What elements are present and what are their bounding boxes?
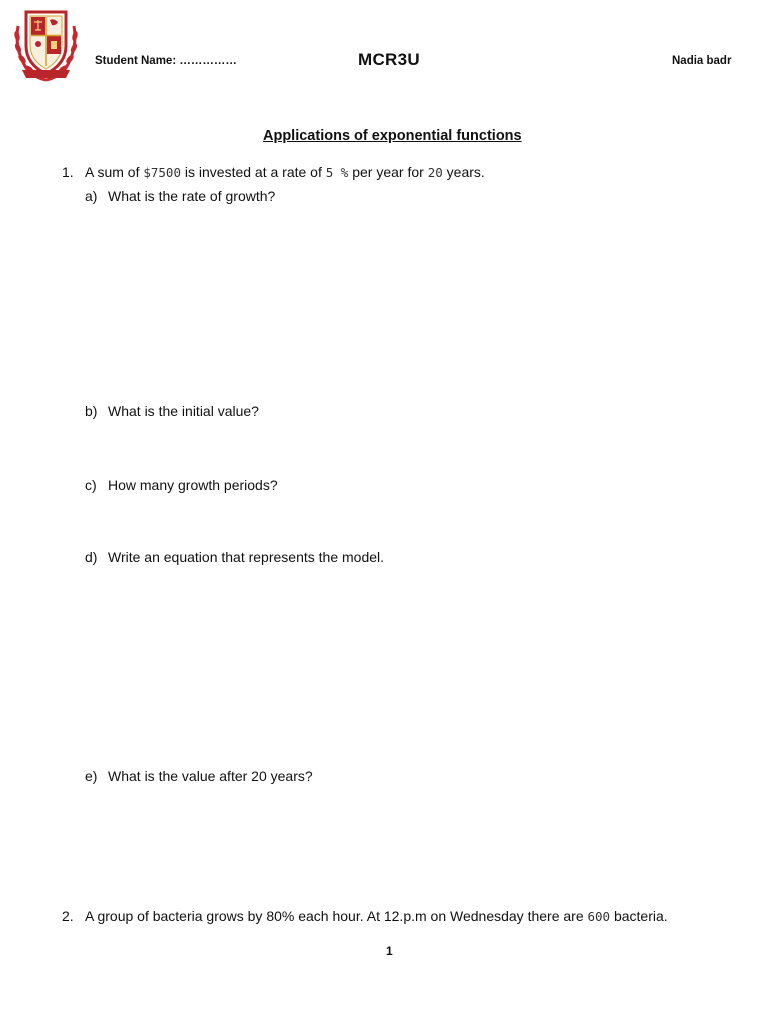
q2-text-start: A group of bacteria grows by 80% each hour. At 12.p.m on Wednesday there are	[85, 908, 584, 924]
teacher-name: Nadia badr	[672, 55, 732, 67]
question-2-text	[85, 908, 668, 924]
student-name-label: Student Name: ……………	[95, 55, 237, 67]
q2-count: 600	[587, 909, 611, 924]
q1-text-rate: is invested at a rate of	[184, 164, 322, 180]
question-1-number: 1.	[62, 164, 74, 180]
q1-text-end: years.	[446, 164, 485, 180]
question-1e-letter: e)	[85, 768, 98, 784]
question-1-text	[85, 164, 485, 180]
q1-rate: 5 %	[325, 165, 349, 180]
q1-years: 20	[427, 165, 443, 180]
question-1c-letter: c)	[85, 477, 97, 493]
q1-amount: $7500	[143, 165, 181, 180]
page-number: 1	[386, 944, 393, 958]
question-1b-text: What is the initial value?	[108, 403, 259, 419]
question-1b-letter: b)	[85, 403, 98, 419]
question-1a-letter: a)	[85, 188, 98, 204]
q1-text-years: per year for	[352, 164, 424, 180]
question-2-number: 2.	[62, 908, 74, 924]
q1-text-start: A sum of	[85, 164, 140, 180]
question-1c-text: How many growth periods?	[108, 477, 278, 493]
question-1d-letter: d)	[85, 549, 98, 565]
school-crest-logo	[12, 8, 80, 84]
worksheet-heading: Applications of exponential functions	[263, 128, 522, 144]
question-1e-text: What is the value after 20 years?	[108, 768, 313, 784]
course-code: MCR3U	[358, 50, 420, 69]
question-1a-text: What is the rate of growth?	[108, 188, 276, 204]
question-1d-text: Write an equation that represents the model.	[108, 549, 385, 565]
q2-text-end: bacteria.	[613, 908, 668, 924]
